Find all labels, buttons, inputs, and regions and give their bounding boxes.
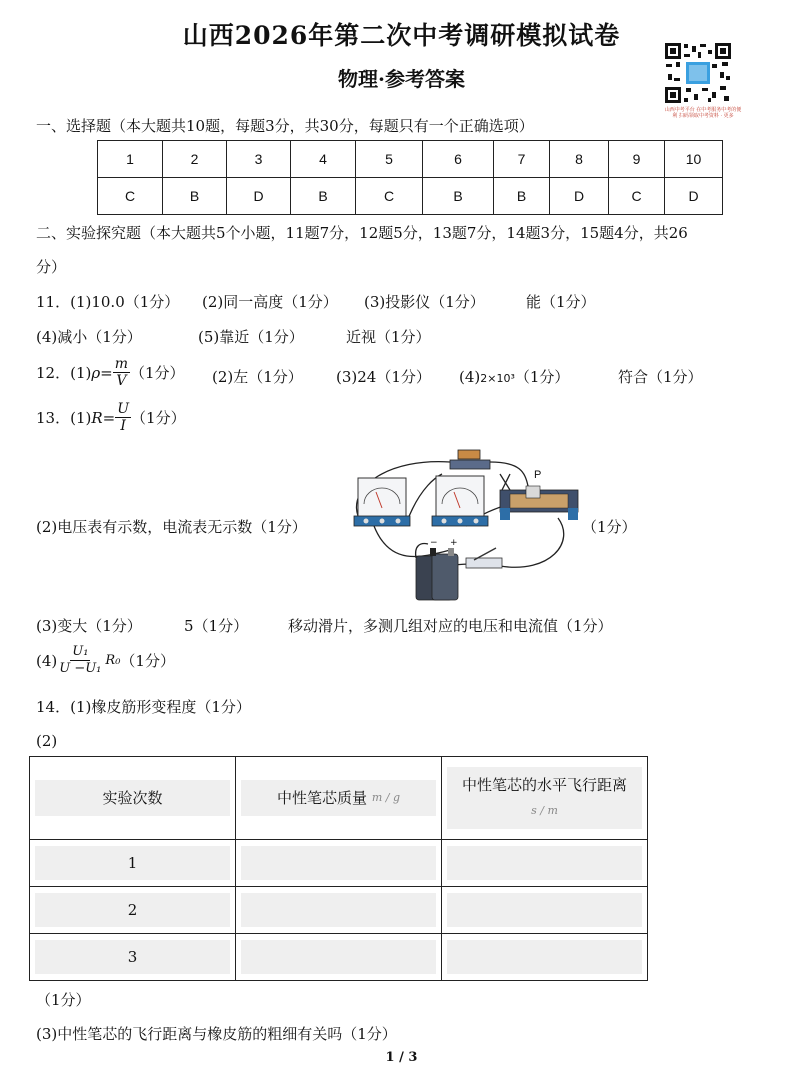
rheostat-label-p: P bbox=[534, 469, 542, 481]
q13-part2-score: （1分） bbox=[582, 518, 637, 536]
page-number: 1 / 3 bbox=[385, 1050, 418, 1065]
q13-part2: (2)电压表有示数，电流表无示数（1分） bbox=[36, 518, 307, 536]
circuit-diagram bbox=[350, 446, 590, 606]
question-number: 10 bbox=[665, 141, 723, 178]
header-refill-mass-unit: m / g bbox=[371, 791, 400, 804]
q13-part4 bbox=[36, 644, 175, 677]
answer-table-number-row bbox=[98, 141, 723, 178]
trial-number-cell: 1 bbox=[35, 846, 230, 880]
q14-part3: (3)中性笔芯的飞行距离与橡皮筋的粗细有关吗（1分） bbox=[36, 1025, 397, 1043]
page-title: 山西2026年第二次中考调研模拟试卷 bbox=[182, 21, 621, 50]
page-subtitle: 物理·参考答案 bbox=[338, 67, 465, 91]
question-number: 3 bbox=[227, 141, 291, 178]
empty-cell bbox=[241, 940, 436, 974]
q13-prefix: 13．(1) bbox=[36, 409, 92, 427]
header-flight-distance-label: 中性笔芯的水平飞行距离 bbox=[461, 776, 627, 794]
question-number: 7 bbox=[494, 141, 550, 178]
empty-cell bbox=[447, 940, 642, 974]
answer-table bbox=[97, 140, 723, 215]
answer-letter: C bbox=[98, 178, 163, 215]
question-number: 9 bbox=[609, 141, 665, 178]
qr-caption: 山西中考平台 在中考服务中考的便利 扫码领取中考资料 · 更多 bbox=[664, 107, 742, 119]
q11-part3: (3)投影仪（1分） bbox=[364, 293, 485, 311]
experiment-table-header bbox=[30, 757, 648, 840]
svg-text:+: + bbox=[450, 538, 458, 548]
switch-component bbox=[466, 548, 502, 568]
q13-part3c: 移动滑片，多测几组对应的电压和电流值（1分） bbox=[288, 617, 613, 635]
q13-formula-numerator: U bbox=[117, 401, 130, 417]
table-row bbox=[30, 934, 648, 981]
q14-part1: 14．(1)橡皮筋形变程度（1分） bbox=[36, 698, 251, 716]
answer-letter: C bbox=[356, 178, 423, 215]
question-number: 2 bbox=[163, 141, 227, 178]
section1-heading: 一、选择题（本大题共10题，每题3分，共30分，每题只有一个正确选项） bbox=[36, 117, 534, 135]
q13-part4-denominator: U −U₁ bbox=[59, 661, 102, 676]
empty-cell bbox=[241, 846, 436, 880]
q12-part4-value: 2×10³ bbox=[480, 372, 515, 385]
section2-heading: 二、实验探究题（本大题共5个小题，11题7分，12题5分，13题7分，14题3分，15题4分，共26 bbox=[36, 224, 688, 242]
empty-cell bbox=[447, 846, 642, 880]
q12-formula-denominator: V bbox=[116, 373, 127, 389]
q13-part1-score: （1分） bbox=[131, 409, 186, 427]
q14-part2-label: (2) bbox=[36, 732, 58, 750]
q13-part1 bbox=[36, 401, 186, 434]
empty-cell bbox=[447, 893, 642, 927]
q13-part3: (3)变大（1分） bbox=[36, 617, 142, 635]
q13-formula-lhs: R= bbox=[91, 408, 116, 427]
table-row bbox=[30, 887, 648, 934]
header-flight-distance bbox=[447, 767, 642, 829]
answer-letter: C bbox=[609, 178, 665, 215]
empty-cell bbox=[241, 893, 436, 927]
section2-heading-cont: 分） bbox=[36, 258, 67, 276]
q11-part5: (5)靠近（1分） bbox=[198, 328, 304, 346]
header-flight-distance-unit: s / m bbox=[531, 804, 558, 817]
q12-part1 bbox=[36, 356, 185, 389]
q12-part1-score: （1分） bbox=[130, 364, 185, 382]
trial-number-cell: 3 bbox=[35, 940, 230, 974]
trial-number-cell: 2 bbox=[35, 893, 230, 927]
q12-formula-lhs: ρ= bbox=[91, 363, 113, 382]
q13-formula-denominator: I bbox=[120, 418, 126, 434]
q12-part4 bbox=[459, 366, 569, 387]
question-number: 5 bbox=[356, 141, 423, 178]
question-number: 8 bbox=[550, 141, 609, 178]
q13-formula-fraction bbox=[115, 401, 131, 434]
answer-letter: D bbox=[550, 178, 609, 215]
answer-letter: B bbox=[494, 178, 550, 215]
svg-text:−: − bbox=[430, 538, 438, 548]
q12-part4-prefix: (4) bbox=[459, 368, 481, 386]
qr-code-image bbox=[664, 42, 732, 104]
ammeter-component bbox=[432, 476, 488, 526]
q12-part2: (2)左（1分） bbox=[212, 368, 303, 386]
answer-table-answer-row bbox=[98, 178, 723, 215]
voltmeter-component bbox=[354, 478, 410, 526]
rheostat-component bbox=[500, 486, 578, 520]
q13-part3b: 5（1分） bbox=[184, 617, 249, 635]
q13-part4-factor: R₀ bbox=[105, 653, 121, 668]
q14-table-score: （1分） bbox=[36, 991, 91, 1009]
header-trial-number: 实验次数 bbox=[35, 780, 230, 816]
table-row bbox=[30, 840, 648, 887]
q13-part4-fraction bbox=[57, 644, 103, 677]
q13-part4-prefix: (4) bbox=[36, 651, 58, 670]
resistor-component bbox=[450, 450, 490, 469]
question-number: 4 bbox=[291, 141, 356, 178]
battery-component bbox=[416, 538, 458, 600]
q13-part4-numerator: U₁ bbox=[72, 644, 89, 659]
answer-letter: D bbox=[665, 178, 723, 215]
q11-part2: (2)同一高度（1分） bbox=[202, 293, 338, 311]
q12-part5: 符合（1分） bbox=[618, 368, 703, 386]
q12-part3: (3)24（1分） bbox=[336, 368, 431, 386]
answer-letter: D bbox=[227, 178, 291, 215]
q11-part1: 11．(1)10.0（1分） bbox=[36, 293, 180, 311]
q11-part5b: 近视（1分） bbox=[346, 328, 431, 346]
answer-letter: B bbox=[291, 178, 356, 215]
q12-prefix: 12．(1) bbox=[36, 364, 92, 382]
question-number: 1 bbox=[98, 141, 163, 178]
header-refill-mass bbox=[241, 780, 436, 816]
q12-formula-numerator: m bbox=[114, 356, 129, 372]
experiment-table bbox=[29, 756, 648, 981]
question-number: 6 bbox=[423, 141, 494, 178]
q12-part4-score: （1分） bbox=[514, 368, 570, 386]
answer-letter: B bbox=[423, 178, 494, 215]
q11-part3b: 能（1分） bbox=[526, 293, 596, 311]
answer-letter: B bbox=[163, 178, 227, 215]
q13-part4-score: （1分） bbox=[120, 652, 175, 670]
q12-formula-fraction bbox=[113, 356, 130, 389]
q11-part4: (4)减小（1分） bbox=[36, 328, 142, 346]
header-refill-mass-label: 中性笔芯质量 bbox=[277, 789, 368, 807]
